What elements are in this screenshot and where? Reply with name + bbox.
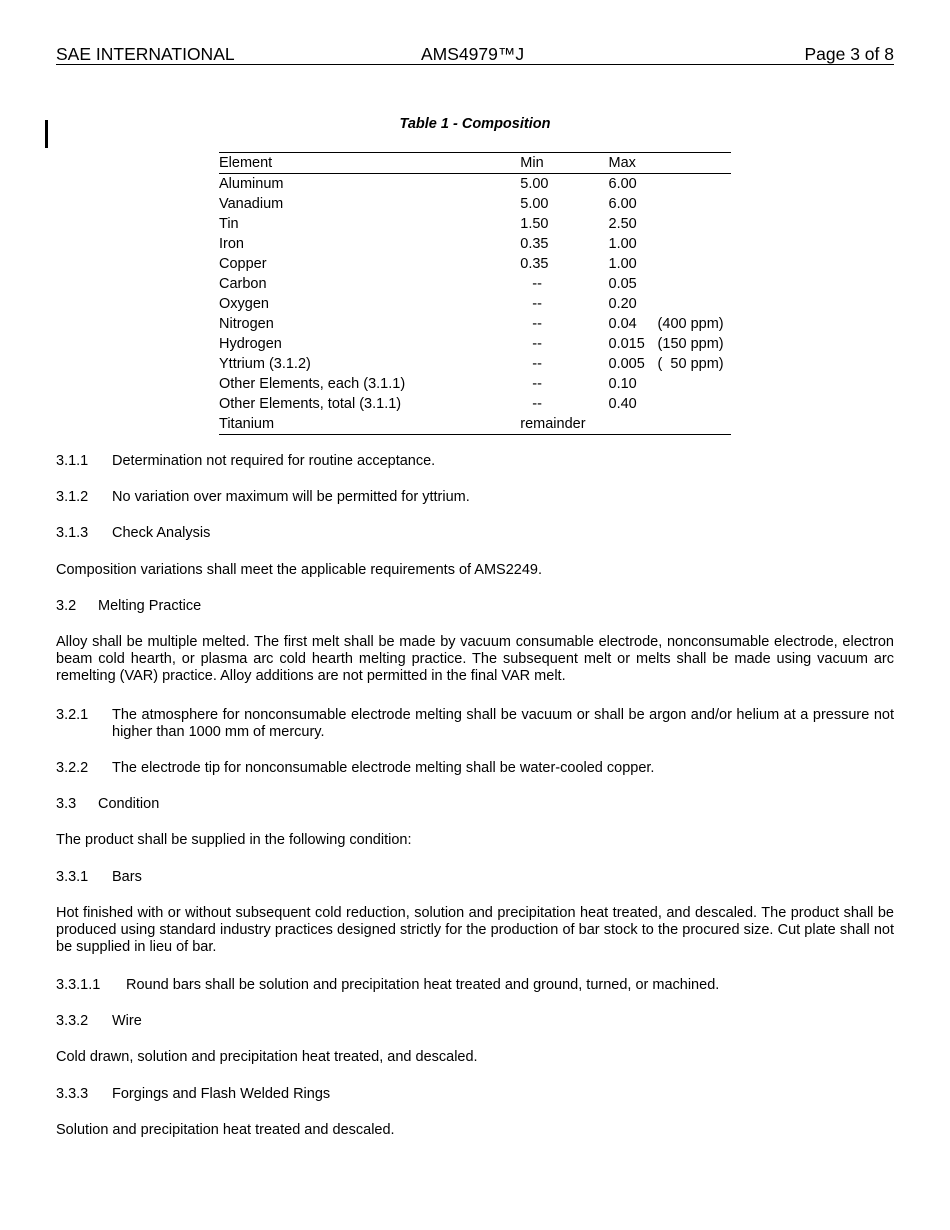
table-row [219,194,731,214]
table-row [219,374,731,394]
table-row [219,214,731,234]
cell-note [658,254,731,274]
section-heading: Wire [112,1013,142,1029]
section-heading: Melting Practice [98,598,202,614]
header-organization: SAE INTERNATIONAL [56,44,235,64]
cell-element: Copper [219,256,267,272]
cell-element: Carbon [219,276,267,292]
cell-min: 5.00 [520,196,549,212]
column-header-element: Element [219,155,273,171]
cell-note: (150 ppm) [657,336,724,352]
table-row [219,294,731,314]
cell-note: ( 50 ppm) [657,356,724,372]
table-row [219,354,731,374]
table-header-row [219,153,731,174]
table-row [219,254,731,274]
section-text: Determination not required for routine acceptance. [112,453,436,469]
section-3-1-1 [56,453,894,470]
section-heading: Forgings and Flash Welded Rings [112,1086,331,1102]
paragraph-check-analysis: Composition variations shall meet the applicable requirements of AMS2249. [56,562,543,578]
cell-element: Tin [219,216,239,232]
cell-note [658,274,731,294]
table-row [219,414,731,435]
table-row [219,174,731,195]
cell-min: -- [532,296,542,312]
cell-min: 1.50 [520,216,549,232]
cell-max: 0.04 [608,316,637,332]
section-heading: Check Analysis [112,525,211,541]
cell-element: Aluminum [219,176,284,192]
cell-note [658,194,731,214]
cell-note [658,214,731,234]
column-header-min: Min [520,155,544,171]
cell-max: 2.50 [608,216,637,232]
section-number: 3.3.2 [56,1013,89,1029]
cell-min: remainder [520,416,586,432]
composition-table [219,152,731,435]
section-3-3-heading [56,796,894,813]
section-number: 3.2 [56,598,77,614]
section-text: No variation over maximum will be permitted for yttrium. [112,489,470,505]
section-text: The atmosphere for nonconsumable electrode melting shall be vacuum or shall be argon and/or helium at a pressure not higher than 1000 mm of mercury. [112,707,894,740]
section-3-3-2-heading [56,1013,894,1030]
column-header-max: Max [608,155,636,171]
section-3-3-3-heading [56,1086,894,1103]
cell-min: -- [532,276,542,292]
table-row [219,334,731,354]
section-text: The electrode tip for nonconsumable electrode melting shall be water-cooled copper. [112,760,655,776]
cell-min: -- [532,396,542,412]
cell-max [609,414,658,435]
cell-note [658,174,731,195]
cell-note [658,374,731,394]
cell-note: (400 ppm) [657,316,724,332]
cell-max: 1.00 [608,256,637,272]
column-header-note [658,153,731,174]
page-header [56,44,894,65]
cell-min: -- [532,336,542,352]
table-row [219,314,731,334]
section-3-1-2 [56,489,894,506]
cell-max: 6.00 [608,196,637,212]
section-number: 3.3.1.1 [56,977,101,993]
paragraph-wire: Cold drawn, solution and precipitation heat treated, and descaled. [56,1049,478,1065]
section-heading: Condition [98,796,160,812]
cell-element: Yttrium (3.1.2) [219,356,311,372]
cell-min: 0.35 [520,256,549,272]
section-3-2-1 [56,707,894,741]
cell-max: 0.20 [608,296,637,312]
section-3-2-2 [56,760,894,777]
table-row [219,394,731,414]
cell-max: 0.015 [608,336,645,352]
section-heading: Bars [112,869,142,885]
cell-min: 0.35 [520,236,549,252]
cell-note [658,414,731,435]
paragraph-bars: Hot finished with or without subsequent cold reduction, solution and precipitation heat treated, and descaled. The product shall be produced using standard industry practices designed strictly for the production of bar stock to the procured size. Cut plate shall not be supplied in lieu of bar. [56,905,894,955]
section-number: 3.2.1 [56,707,89,723]
cell-max: 0.10 [608,376,637,392]
table-row [219,234,731,254]
cell-element: Nitrogen [219,316,274,332]
section-3-3-1-1 [56,977,894,994]
cell-element: Iron [219,236,244,252]
cell-max: 6.00 [608,176,637,192]
cell-element: Vanadium [219,196,284,212]
paragraph-condition: The product shall be supplied in the following condition: [56,832,412,848]
cell-note [658,234,731,254]
section-3-1-3-heading [56,525,894,542]
cell-max: 1.00 [608,236,637,252]
cell-max: 0.005 [608,356,645,372]
cell-max: 0.40 [608,396,637,412]
table-row [219,274,731,294]
section-3-2-heading [56,598,894,615]
section-number: 3.3.1 [56,869,89,885]
section-3-3-1-heading [56,869,894,886]
cell-note [658,394,731,414]
paragraph-forgings: Solution and precipitation heat treated and descaled. [56,1122,395,1138]
section-number: 3.2.2 [56,760,89,776]
section-number: 3.1.1 [56,453,89,469]
section-number: 3.1.2 [56,489,89,505]
section-number: 3.1.3 [56,525,89,541]
cell-element: Hydrogen [219,336,282,352]
cell-element: Titanium [219,416,275,432]
section-number: 3.3 [56,796,77,812]
cell-max: 0.05 [608,276,637,292]
section-text: Round bars shall be solution and precipitation heat treated and ground, turned, or machined. [126,977,720,993]
cell-element: Other Elements, each (3.1.1) [219,376,406,392]
paragraph-melting-practice: Alloy shall be multiple melted. The first melt shall be made by vacuum consumable electrode, nonconsumable electrode, electron beam cold hearth, or plasma arc cold hearth melting practice. The subsequent melt or melts shall be made using vacuum arc remelting (VAR) practice. Alloy additions are not permitted in the final VAR melt. [56,634,894,684]
cell-min: 5.00 [520,176,549,192]
cell-min: -- [532,356,542,372]
cell-element: Other Elements, total (3.1.1) [219,396,402,412]
cell-min: -- [532,376,542,392]
section-number: 3.3.3 [56,1086,89,1102]
table-title: Table 1 - Composition [399,116,551,132]
header-document-number: AMS4979™J [421,44,525,64]
cell-note [658,294,731,314]
cell-min: -- [532,316,542,332]
cell-element: Oxygen [219,296,269,312]
header-page-number: Page 3 of 8 [804,44,894,64]
